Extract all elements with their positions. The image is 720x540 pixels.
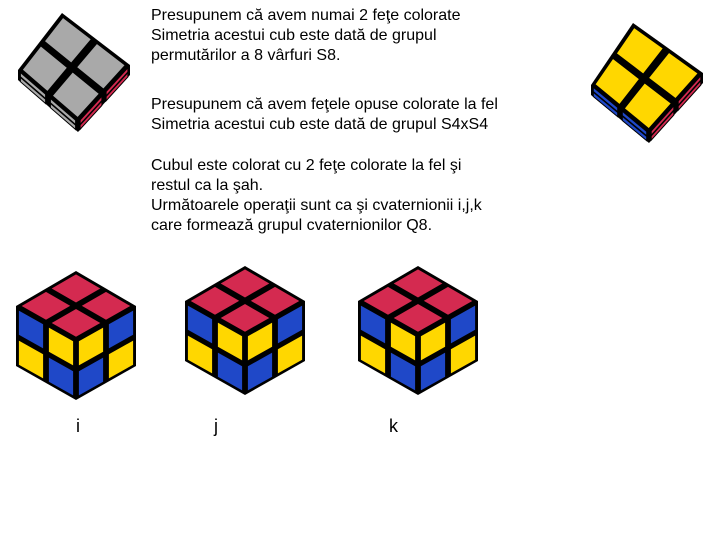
gray-cube-image (14, 10, 134, 135)
paragraph-s4xs4: Presupunem că avem feţele opuse colorate la fel Simetria acestui cub este dată de grupul S4xS4 (151, 96, 498, 133)
cube-j-image (181, 263, 309, 398)
label-j: j (214, 416, 218, 436)
yellow-cube-image (585, 15, 707, 145)
paragraph-q8: Cubul este colorat cu 2 feţe colorate la fel şi restul ca la şah. Următoarele operaţii sunt ca şi cvaternionii i,j,k care formează grupul cvaternionilor Q8. (151, 157, 482, 234)
label-i: i (76, 416, 80, 436)
cube-k-image (354, 263, 482, 398)
label-k: k (389, 416, 398, 436)
paragraph-s8: Presupunem că avem numai 2 feţe colorate Simetria acestui cub este dată de grupul permutărilor a 8 vârfuri S8. (151, 7, 461, 64)
cube-i-image (12, 268, 140, 403)
